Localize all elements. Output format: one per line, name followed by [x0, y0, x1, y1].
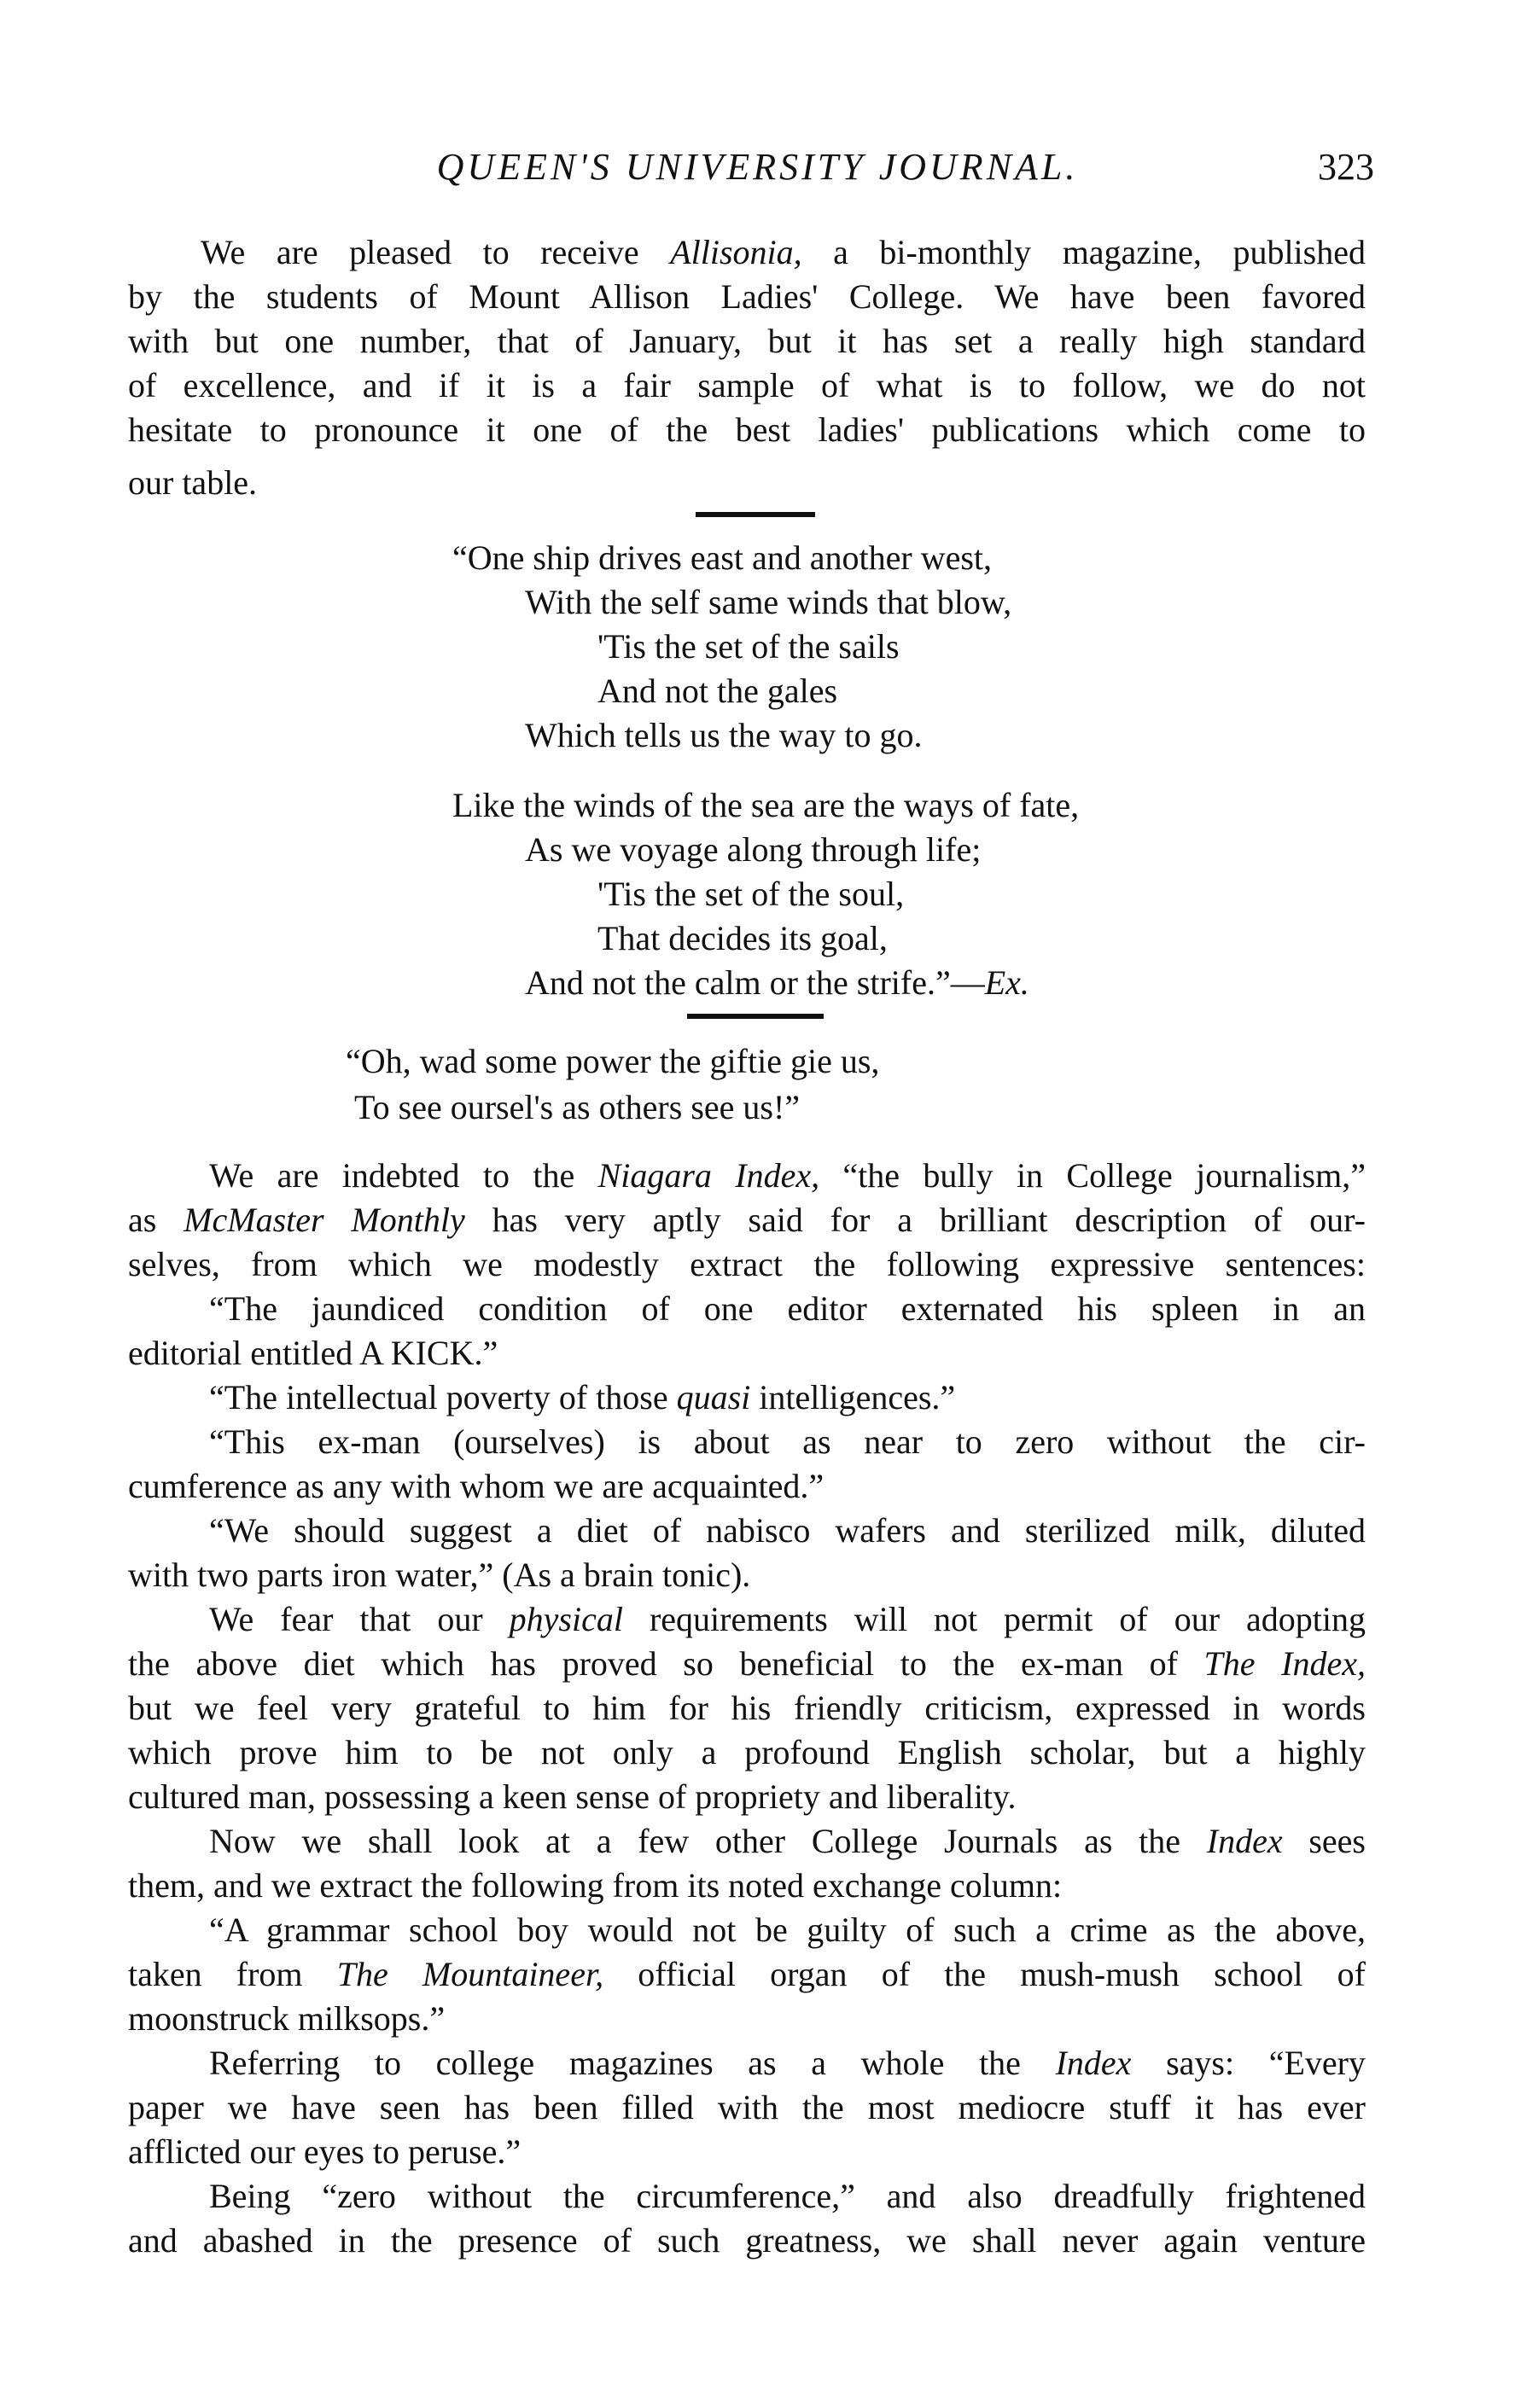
poem-line: 'Tis the set of the sails	[597, 627, 900, 666]
paragraph-line: them, and we extract the following from its noted exchange column:	[128, 1866, 1063, 1905]
paragraph-line: editorial entitled A KICK.”	[128, 1334, 498, 1372]
poem-line: And not the calm or the strife.”—Ex.	[525, 963, 1029, 1002]
paragraph-line: by the students of Mount Allison Ladies' College. We have been favored	[128, 277, 1366, 316]
paragraph-line: the above diet which has proved so beneficial to the ex-man of The Index,	[128, 1644, 1366, 1683]
poem-line: With the self same winds that blow,	[525, 583, 1012, 621]
paragraph-line: and abashed in the presence of such greatness, we shall never again venture	[128, 2221, 1366, 2260]
paragraph-line: We fear that our physical requirements will not permit of our adopting	[209, 1600, 1366, 1638]
paragraph-line: our table.	[128, 463, 258, 502]
paragraph-line: selves, from which we modestly extract the following expressive sentences:	[128, 1245, 1366, 1283]
poem-line: And not the gales	[597, 672, 838, 710]
paragraph-line: “The intellectual poverty of those quasi intelligences.”	[209, 1378, 956, 1416]
paragraph-line: with but one number, that of January, but it has set a really high standard	[128, 322, 1366, 360]
poem-line: To see oursel's as others see us!”	[354, 1088, 801, 1126]
poem-line: As we voyage along through life;	[525, 830, 982, 869]
paragraph-line: of excellence, and if it is a fair sample of what is to follow, we do not	[128, 366, 1366, 404]
paragraph-line: cultured man, possessing a keen sense of propriety and liberality.	[128, 1777, 1017, 1816]
paragraph-line: “We should suggest a diet of nabisco wafers and sterilized milk, diluted	[209, 1511, 1366, 1550]
paragraph-line: We are indebted to the Niagara Index, “the bully in College journalism,”	[209, 1156, 1366, 1195]
paragraph-line: “This ex-man (ourselves) is about as near to zero without the cir-	[209, 1422, 1366, 1461]
poem-line: “Oh, wad some power the giftie gie us,	[346, 1042, 880, 1080]
paragraph-line: with two parts iron water,” (As a brain tonic).	[128, 1556, 751, 1594]
paragraph-line: paper we have seen has been filled with the most mediocre stuff it has ever	[128, 2088, 1366, 2126]
paragraph-line: hesitate to pronounce it one of the best ladies' publications which come to	[128, 410, 1366, 449]
section-divider	[687, 1014, 824, 1019]
poem-line: “One ship drives east and another west,	[452, 538, 993, 577]
paragraph-line: moonstruck milksops.”	[128, 1999, 446, 2038]
paragraph-line: “The jaundiced condition of one editor externated his spleen in an	[209, 1289, 1366, 1328]
running-header: QUEEN'S UNIVERSITY JOURNAL.	[436, 146, 1079, 188]
paragraph-line: cumference as any with whom we are acquainted.”	[128, 1467, 825, 1505]
paragraph-line: Now we shall look at a few other College Journals as the Index sees	[209, 1822, 1366, 1860]
paragraph-line: “A grammar school boy would not be guilty of such a crime as the above,	[209, 1911, 1366, 1949]
poem-line: 'Tis the set of the soul,	[597, 875, 905, 913]
section-divider	[696, 512, 815, 517]
paragraph-line: which prove him to be not only a profound English scholar, but a highly	[128, 1733, 1366, 1771]
poem-line: That decides its goal,	[597, 919, 888, 957]
poem-line: Which tells us the way to go.	[525, 716, 923, 754]
paragraph-line: afflicted our eyes to peruse.”	[128, 2132, 522, 2171]
paragraph-line: taken from The Mountaineer, official organ of the mush-mush school of	[128, 1955, 1366, 1993]
poem-source: Ex.	[984, 963, 1029, 1002]
page-number: 323	[1318, 146, 1374, 188]
poem-line: Like the winds of the sea are the ways of fate,	[452, 786, 1080, 824]
paragraph-line: Being “zero without the circumference,” and also dreadfully frightened	[209, 2177, 1366, 2215]
paragraph-line: We are pleased to receive Allisonia, a bi-monthly magazine, published	[201, 233, 1366, 271]
paragraph-line: but we feel very grateful to him for his friendly criticism, expressed in words	[128, 1689, 1366, 1727]
paragraph-line: Referring to college magazines as a whole the Index says: “Every	[209, 2044, 1366, 2082]
paragraph-line: as McMaster Monthly has very aptly said for a brilliant description of our-	[128, 1201, 1366, 1239]
